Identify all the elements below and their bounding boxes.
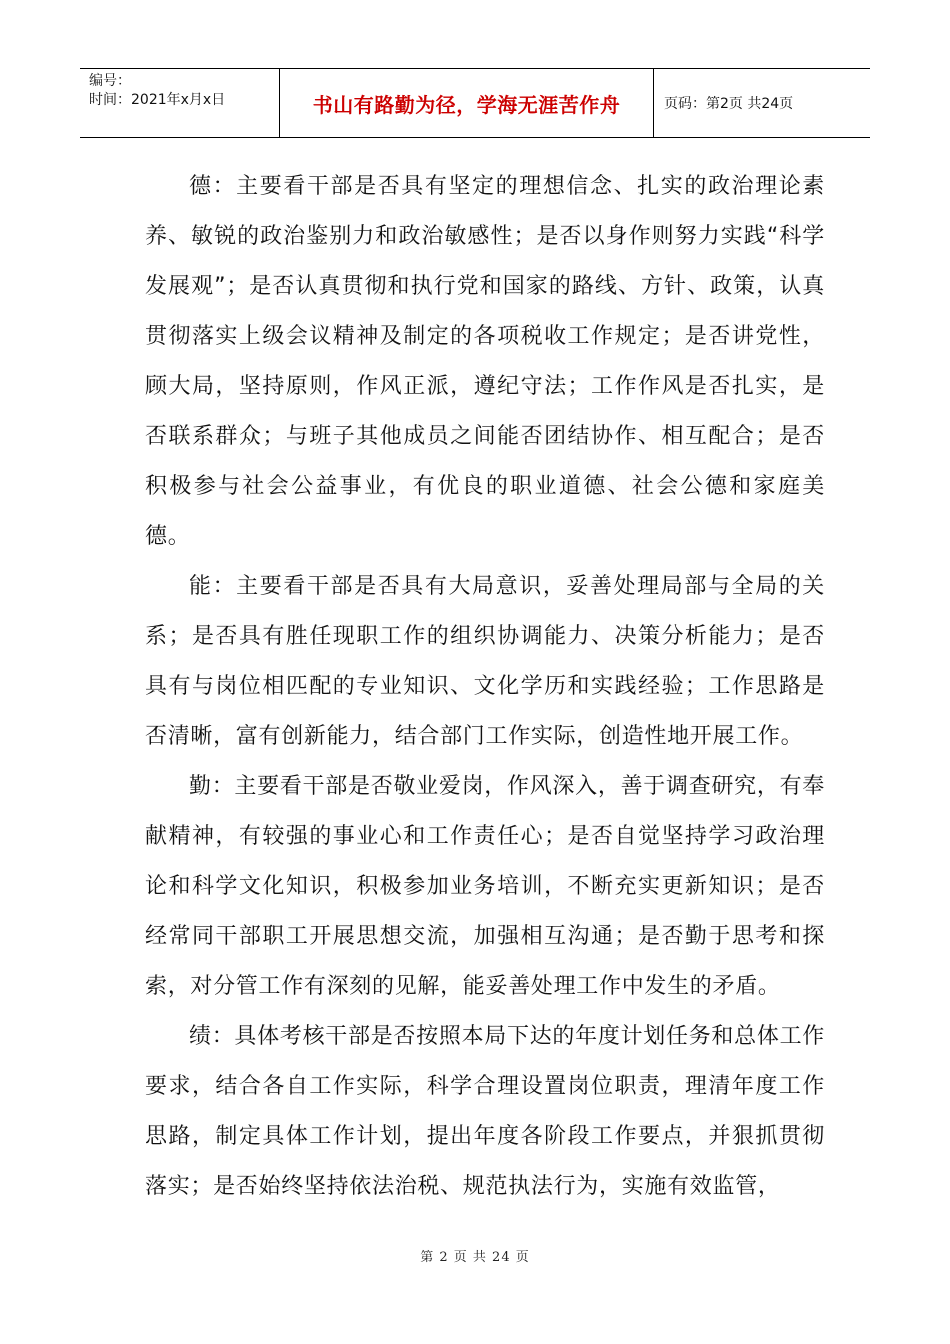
paragraph-de: 德：主要看干部是否具有坚定的理想信念、扎实的政治理论素养、敏锐的政治鉴别力和政治敏感性；是否以身作则努力实践“科学发展观”；是否认真贯彻和执行党和国家的路线、方针、政策，认真贯彻落实上级会议精神及制定的各项税收工作规定；是否讲党性，顾大局，坚持原则，作风正派，遵纪守法；工作作风是否扎实，是否联系群众；与班子其他成员之间能否团结协作、相互配合；是否积极参与社会公益事业，有优良的职业道德、社会公德和家庭美德。: [145, 174, 825, 549]
header-meta-cell: [80, 69, 280, 137]
header-page-info: 页码：第2页 共24页: [664, 96, 794, 112]
document-body: [145, 162, 825, 1212]
paragraph-qin: 勤：主要看干部是否敬业爱岗，作风深入，善于调查研究，有奉献精神，有较强的事业心和工作责任心；是否自觉坚持学习政治理论和科学文化知识，积极参加业务培训，不断充实更新知识；是否经常同干部职工开展思想交流，加强相互沟通；是否勤于思考和探索，对分管工作有深刻的见解，能妥善处理工作中发生的矛盾。: [145, 774, 825, 999]
paragraph-ji: 绩：具体考核干部是否按照本局下达的年度计划任务和总体工作要求，结合各自工作实际，科学合理设置岗位职责，理清年度工作思路，制定具体工作计划，提出年度各阶段工作要点，并狠抓贯彻落实；是否始终坚持依法治税、规范执法行为，实施有效监管，: [145, 1024, 825, 1199]
header-motto: 书山有路勤为径，学海无涯苦作舟: [312, 92, 621, 117]
header-page-cell: [654, 69, 870, 137]
document-number-label: 编号：: [89, 73, 131, 89]
page-footer: [0, 1246, 950, 1265]
document-header: [80, 68, 870, 138]
document-time-label: 时间：2021年x月x日: [89, 92, 226, 108]
header-motto-cell: [280, 69, 654, 137]
footer-page-number: 第 2 页 共 24 页: [420, 1250, 530, 1265]
paragraph-neng: 能：主要看干部是否具有大局意识，妥善处理局部与全局的关系；是否具有胜任现职工作的组织协调能力、决策分析能力；是否具有与岗位相匹配的专业知识、文化学历和实践经验；工作思路是否清晰，富有创新能力，结合部门工作实际，创造性地开展工作。: [145, 574, 825, 749]
